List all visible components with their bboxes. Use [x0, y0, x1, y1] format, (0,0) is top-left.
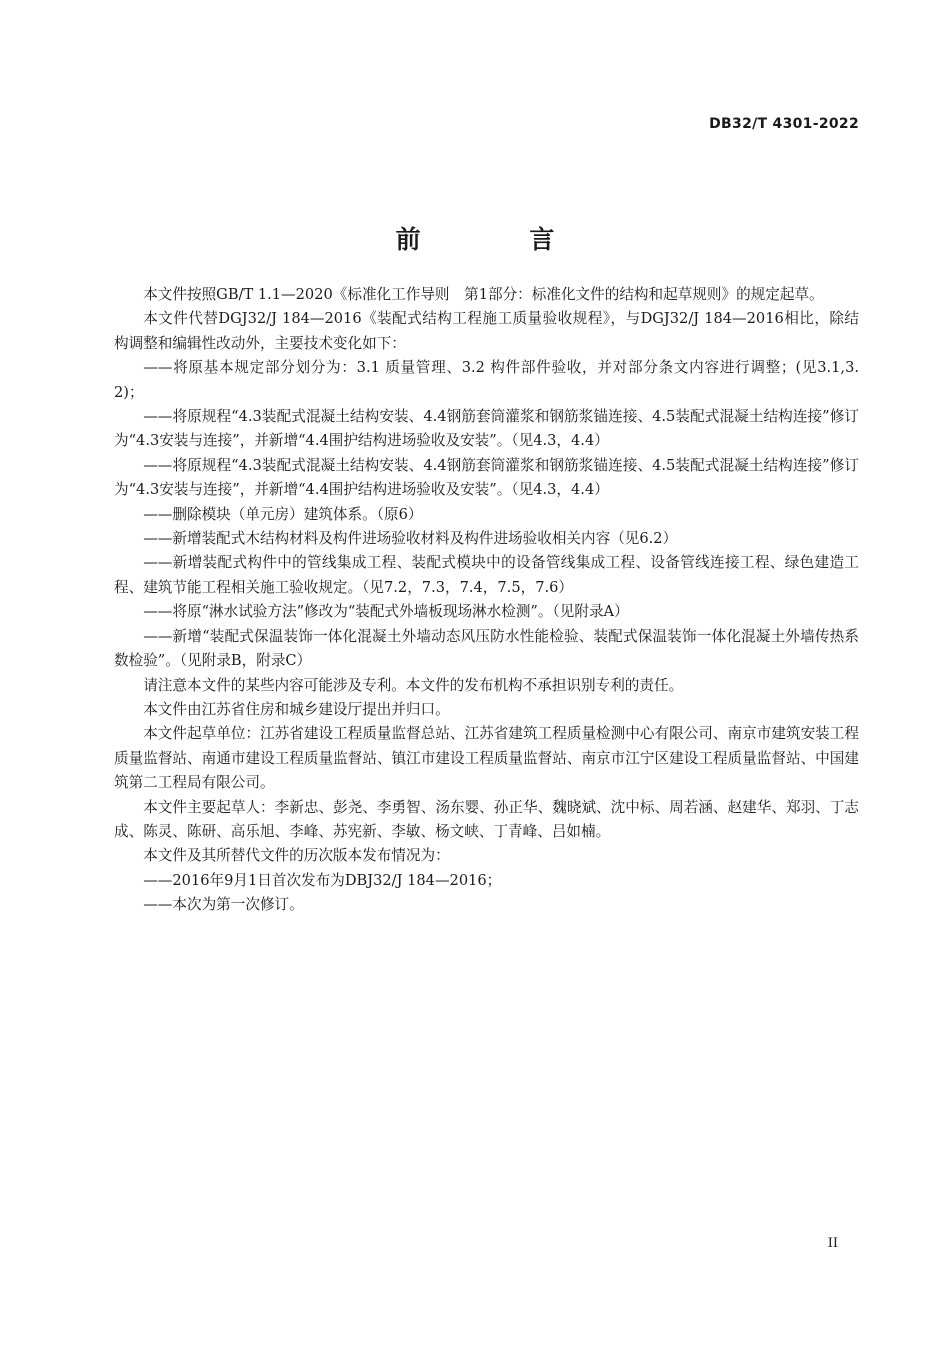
paragraph: 本文件主要起草人：李新忠、彭尧、李勇智、汤东婴、孙正华、魏晓斌、沈中标、周若涵、赵建华、郑羽、丁志成、陈灵、陈研、高乐旭、李峰、苏宪新、李敏、杨文峡、丁青峰、吕如楠。: [114, 798, 859, 840]
paragraph: 本文件代替DGJ32/J 184—2016《装配式结构工程施工质量验收规程》，与DGJ32/J 184—2016相比，除结构调整和编辑性改动外，主要技术变化如下：: [114, 310, 859, 352]
paragraph: 请注意本文件的某些内容可能涉及专利。本文件的发布机构不承担识别专利的责任。: [143, 676, 684, 694]
version-item: ——本次为第一次修订。: [143, 896, 304, 914]
change-item: ——将原规程“4.3装配式混凝土结构安装、4.4钢筋套筒灌浆和钢筋浆锚连接、4.5装配式混凝土结构连接”修订为“4.3安装与连接”，并新增“4.4围护结构进场验收及安装”。（见4.3，4.4）: [114, 456, 859, 499]
change-item: ——新增“装配式保温装饰一体化混凝土外墙动态风压防水性能检验、装配式保温装饰一体化混凝土外墙传热系数检验”。（见附录B，附录C）: [114, 627, 859, 670]
change-item: ——将原规程“4.3装配式混凝土结构安装、4.4钢筋套筒灌浆和钢筋浆锚连接、4.5装配式混凝土结构连接”修订为“4.3安装与连接”，并新增“4.4围护结构进场验收及安装”。（见4.3，4.4）: [114, 408, 859, 450]
foreword-body: [114, 283, 859, 918]
version-item: ——2016年9月1日首次发布为DBJ32/J 184—2016；: [143, 871, 502, 889]
paragraph: 本文件及其所替代文件的历次版本发布情况为：: [143, 847, 450, 865]
change-item: ——新增装配式木结构材料及构件进场验收材料及构件进场验收相关内容（见6.2）: [143, 530, 678, 548]
change-item: ——新增装配式构件中的管线集成工程、装配式模块中的设备管线集成工程、设备管线连接工程、绿色建造工程、建筑节能工程相关施工验收规定。（见7.2，7.3，7.4，7.5，7.6）: [114, 554, 859, 596]
paragraph: 本文件按照GB/T 1.1—2020《标准化工作导则 第1部分：标准化文件的结构和起草规则》的规定起草。: [143, 286, 824, 303]
paragraph: 本文件起草单位：江苏省建设工程质量监督总站、江苏省建筑工程质量检测中心有限公司、南京市建筑安装工程质量监督站、南通市建设工程质量监督站、镇江市建设工程质量监督站、南京市江宁区建设工程质量监督站、中国建筑第二工程局有限公司。: [114, 725, 859, 792]
page-title: 前 言: [395, 224, 605, 254]
change-item: ——将原“淋水试验方法”修改为“装配式外墙板现场淋水检测”。（见附录A）: [143, 603, 629, 621]
paragraph: 本文件由江苏省住房和城乡建设厅提出并归口。: [143, 700, 450, 718]
page-number: II: [827, 1236, 838, 1251]
document-code: DB32/T 4301-2022: [709, 116, 859, 132]
change-item: ——将原基本规定部分划分为：3.1 质量管理、3.2 构件部件验收，并对部分条文内容进行调整；(见3.1,3.2)；: [114, 359, 859, 401]
change-item: ——删除模块（单元房）建筑体系。（原6）: [143, 505, 423, 523]
